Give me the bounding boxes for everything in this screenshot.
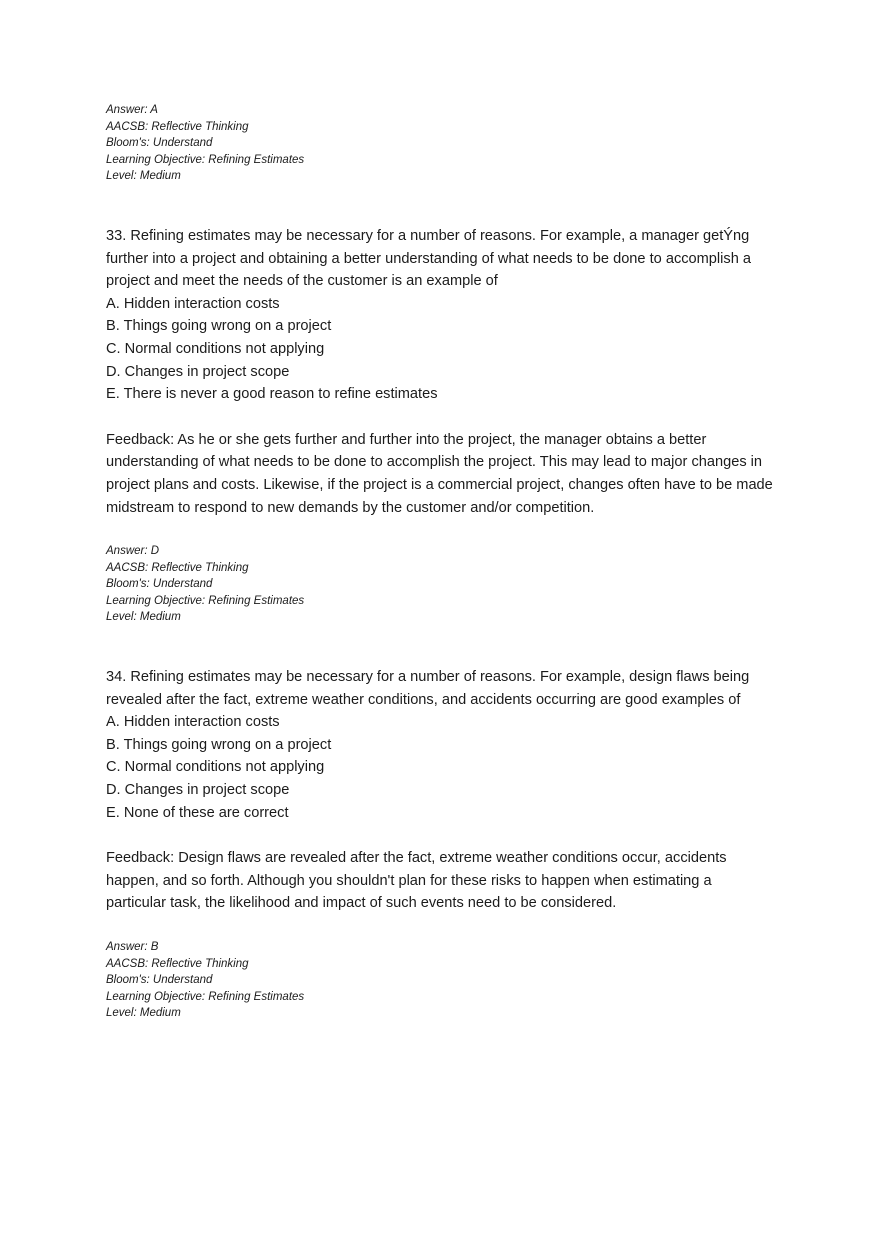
option-b: B. Things going wrong on a project: [106, 318, 332, 335]
blooms-line: Bloom's: Understand: [106, 137, 213, 150]
blooms-line: Bloom's: Understand: [106, 578, 213, 591]
learning-objective-line: Learning Objective: Refining Estimates: [106, 594, 305, 607]
blooms-line: Bloom's: Understand: [106, 974, 213, 987]
option-d: D. Changes in project scope: [106, 782, 290, 799]
level-line: Level: Medium: [106, 170, 181, 183]
leading-metadata-block: [106, 102, 775, 185]
option-a: A. Hidden interaction costs: [106, 714, 280, 731]
question-33-stem: 33. Refining estimates may be necessary for a number of reasons. For example, a manager getÝng further into a project and obtaining a better understanding of what needs to be done to accomplish a project and meet the needs of the customer is an example of: [106, 227, 751, 290]
question-33-section: [106, 225, 775, 626]
question-34-metadata-block: [106, 939, 775, 1022]
option-d: D. Changes in project scope: [106, 363, 290, 380]
aacsb-line: AACSB: Reflective Thinking: [106, 120, 249, 133]
question-34-stem: 34. Refining estimates may be necessary for a number of reasons. For example, design flaws being revealed after the fact, extreme weather conditions, and accidents occurring are good examples of: [106, 669, 750, 708]
option-e: E. There is never a good reason to refine estimates: [106, 386, 438, 403]
option-b: B. Things going wrong on a project: [106, 736, 332, 753]
answer-line: Answer: A: [106, 104, 158, 116]
question-33-options: [106, 293, 775, 406]
level-line: Level: Medium: [106, 611, 181, 624]
level-line: Level: Medium: [106, 1007, 181, 1020]
learning-objective-line: Learning Objective: Refining Estimates: [106, 990, 305, 1003]
question-34-feedback: Feedback: Design flaws are revealed after the fact, extreme weather conditions occur, accidents happen, and so forth. Although you shouldn't plan for these risks to happen when estimating a particular task, the likelihood and impact of such events need to be considered.: [106, 850, 727, 912]
question-34-section: [106, 666, 775, 1022]
question-34-options: [106, 711, 775, 824]
answer-line: Answer: B: [106, 941, 159, 953]
aacsb-line: AACSB: Reflective Thinking: [106, 957, 249, 970]
question-33-feedback: Feedback: As he or she gets further and further into the project, the manager obtains a better understanding of what needs to be done to accomplish the project. This may lead to major changes in project plans and costs. Likewise, if the project is a commercial project, changes often have to be made midstream to respond to new demands by the customer and/or competition.: [106, 431, 773, 516]
option-c: C. Normal conditions not applying: [106, 759, 325, 776]
option-a: A. Hidden interaction costs: [106, 295, 280, 312]
learning-objective-line: Learning Objective: Refining Estimates: [106, 153, 305, 166]
aacsb-line: AACSB: Reflective Thinking: [106, 561, 249, 574]
answer-line: Answer: D: [106, 545, 160, 558]
question-33-metadata-block: [106, 543, 775, 626]
option-c: C. Normal conditions not applying: [106, 340, 325, 357]
option-e: E. None of these are correct: [106, 804, 289, 821]
